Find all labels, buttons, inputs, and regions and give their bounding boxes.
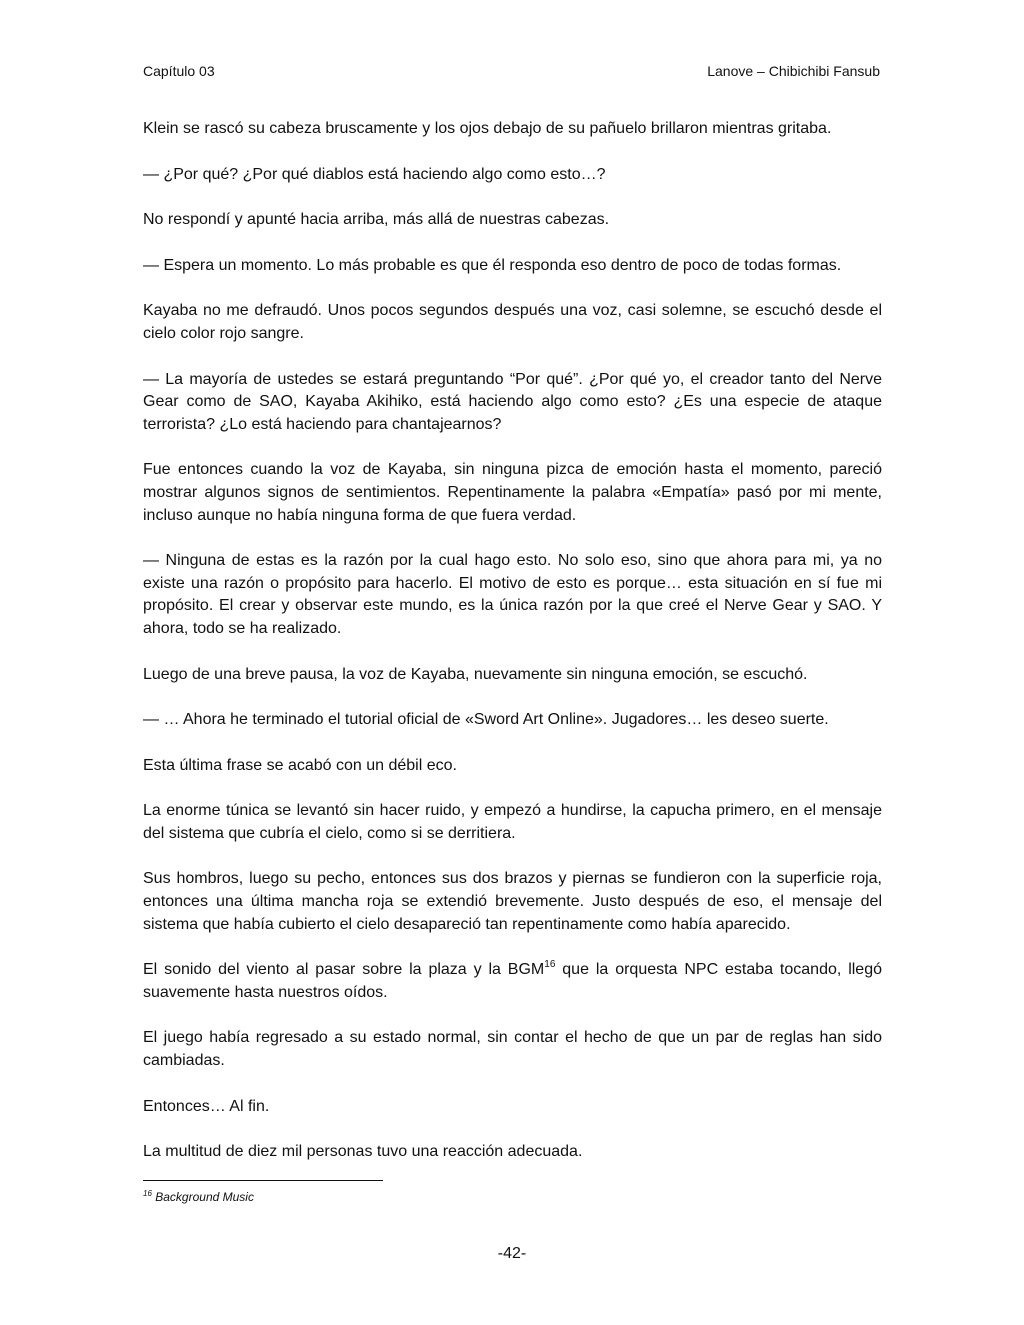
- paragraph: Fue entonces cuando la voz de Kayaba, sin ninguna pizca de emoción hasta el momento, pareció mostrar algunos signos de sentimientos. Repentinamente la palabra «Empatía» pasó por mi mente, incluso aunque no había ninguna forma de que fuera verdad.: [143, 461, 882, 524]
- paragraph-text-before: El sonido del viento al pasar sobre la plaza y la BGM: [143, 961, 545, 979]
- paragraph: — La mayoría de ustedes se estará preguntando “Por qué”. ¿Por qué yo, el creador tanto del Nerve Gear como de SAO, Kayaba Akihiko, está haciendo algo como esto? ¿Es una especie de ataque terrorista? ¿Lo está haciendo para chantajearnos?: [143, 370, 882, 433]
- paragraph: La multitud de diez mil personas tuvo una reacción adecuada.: [143, 1143, 583, 1161]
- paragraph: El juego había regresado a su estado normal, sin contar el hecho de que un par de reglas han sido cambiadas.: [143, 1029, 882, 1070]
- paragraph: No respondí y apunté hacia arriba, más allá de nuestras cabezas.: [143, 211, 610, 229]
- paragraph-with-footnote: [143, 959, 882, 1004]
- paragraph: Luego de una breve pausa, la voz de Kayaba, nuevamente sin ninguna emoción, se escuchó.: [143, 665, 808, 683]
- footnote: [143, 1189, 254, 1205]
- paragraph: La enorme túnica se levantó sin hacer ruido, y empezó a hundirse, la capucha primero, en el mensaje del sistema que cubría el cielo, como si se derritiera.: [143, 802, 882, 842]
- paragraph: — Espera un momento. Lo más probable es que él responda eso dentro de poco de todas formas.: [143, 256, 842, 274]
- paragraph: — … Ahora he terminado el tutorial oficial de «Sword Art Online». Jugadores… les deseo suerte.: [143, 711, 829, 729]
- page-header: [143, 61, 880, 81]
- body-text: [143, 118, 882, 1164]
- chapter-title: Capítulo 03: [143, 63, 215, 79]
- paragraph-text-after: que la orquesta NPC estaba tocando, llegó suavemente hasta nuestros oídos.: [143, 961, 883, 1001]
- footnote-text: Background Music: [155, 1190, 254, 1204]
- paragraph: Kayaba no me defraudó. Unos pocos segundos después una voz, casi solemne, se escuchó desde el cielo color rojo sangre.: [143, 302, 882, 342]
- paragraph: — Ninguna de estas es la razón por la cual hago esto. No solo eso, sino que ahora para mi, ya no existe una razón o propósito para hacerlo. El motivo de esto es porque… esta situación en sí fue mi propósito. El crear y observar este mundo, es la única razón por la que creé el Nerve Gear y SAO. Y ahora, todo se ha realizado.: [143, 552, 882, 637]
- page-number: -42-: [497, 1245, 527, 1262]
- footnote-separator: [143, 1180, 383, 1181]
- paragraph: Sus hombros, luego su pecho, entonces sus dos brazos y piernas se fundieron con la superficie roja, entonces una última mancha roja se extendió brevemente. Justo después de eso, el mensaje del sistema que había cubierto el cielo desapareció tan repentinamente como había aparecido.: [143, 870, 882, 933]
- translator-credit: Lanove – Chibichibi Fansub: [707, 63, 880, 79]
- paragraph: Esta última frase se acabó con un débil eco.: [143, 756, 457, 774]
- footnote-reference[interactable]: 16: [544, 958, 556, 970]
- paragraph: — ¿Por qué? ¿Por qué diablos está haciendo algo como esto…?: [143, 165, 606, 183]
- footnote-number: 16: [143, 1189, 152, 1198]
- paragraph: Entonces… Al fin.: [143, 1097, 270, 1115]
- paragraph: Klein se rascó su cabeza bruscamente y los ojos debajo de su pañuelo brillaron mientras gritaba.: [143, 120, 832, 137]
